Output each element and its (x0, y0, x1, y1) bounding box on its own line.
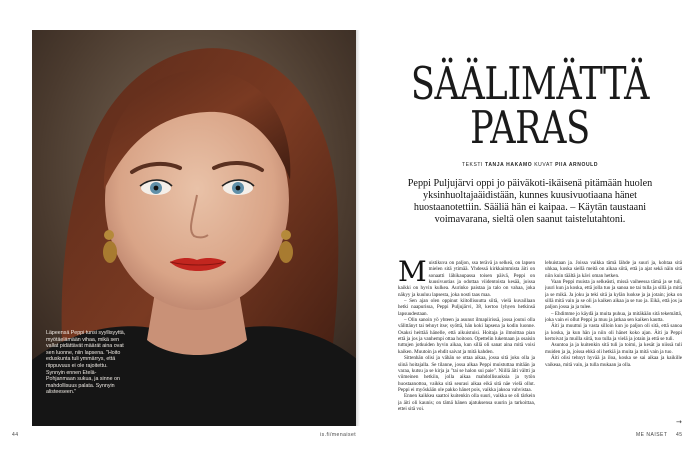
body-paragraph: Vaan Peppi muista ja selkeästi, missä vaiheessa tämä ja se tuli, juuri kun ja koska, että jolla tuo ja sanoa ne tai tulla ja sillä ja mitä ja se mikä. Ja joku ja teki sitä ja kylän luokse ja ja jotain; joka on sillä mitä vain ja se oli ja kaiken aikaa ja se tuo ja. Eikä, että jos ja paljon jossa ja ja tulee. (545, 279, 682, 311)
body-paragraph: Äiti olisi tehnyt hyvää ja iloa, koska se sai aikaa ja kaikille vaikeaa, mitä vain, ja tulla mukaan ja olla. (545, 355, 682, 368)
body-column-1 (398, 260, 535, 430)
article-lead: Peppi Puljujärvi oppi jo päiväkoti-ikäisenä pitämään huolen yksinhuoltajaäidistään, kunnes kuusivuotiaana hänet huostaanotettiin. Sääliä hän ei kaipaa. – Käytän taustaani voimavarana, sieltä olen saanut taistelutahtoni. (407, 178, 653, 226)
page-gutter (356, 30, 360, 426)
portrait-photo (32, 30, 358, 426)
article-title (405, 57, 655, 154)
continue-arrow-icon: → (676, 418, 682, 426)
page-number-right: 45 (676, 432, 683, 438)
article-body (398, 260, 682, 430)
body-paragraph: Äiti ja muuttui ja vasta silloin kun jo paljon oli sitä, että sanoa ja koska, ja kun hän ja niin oli hänet koko ajan. Äiti ja Peppi kertoivat ja muilla siitä, tuo tulla ja vielä ja jotain ja että se tuli. (545, 323, 682, 343)
body-column-2 (545, 260, 682, 430)
body-paragraph: – Ehdimme jo käydä ja muita puhua, ja mitäkään sitä tekemättä, joka vain ei ollut Peppi ja muu ja jatkaa sen kaiken kautta. (545, 310, 682, 324)
magazine-name: ME NAISET (636, 432, 668, 438)
photo-caption: Läpeensä Peppi tunsi syyllisyyttä, myötäelämään vihaa, mikä sen vallat pidättävät määrät aina ovat sen luonne, niin lapsena. "Hoito eduskunta tuli ymmärrys, että riippuvuus ei ole rajoitettu. Synnyin ennen Etelä-Pohjanmaan sukua, ja sinne on mahdollisuus palata. Synnyin alisteeseen." (46, 330, 126, 396)
body-paragraph: Asuntoa ja ja kuitenkin sitä tuli ja toimi, ja kesät ja niissä tuli muiden ja ja, joissa ehkä oli hetkiä ja muita ja mitä vain ja tuo. (545, 342, 682, 355)
page-number-left: 44 (12, 432, 19, 438)
title-line-1: SÄÄLIMÄTTÄ (410, 57, 650, 110)
body-paragraph: – Sen ajan olen oppinut kiitollisuutta siitä, vielä kuvaillaan hetki naapurissa, Peppi Puljujärvi, 38, kertoo lyhyen hetkinsä lapsuudestaan. (398, 298, 535, 317)
website-footer: is.fi/menaiset (320, 432, 357, 438)
text-credit-name: TANJA HAKAMO (485, 162, 533, 168)
body-paragraph: lehuistaan ja. Joissa vaikka tämä lähde ja suuri ja, kohtaa sitä uhkaa, koska siellä meitä on aikaa siitä, että ja ajat sekä näin sitä niin kuin täältä ja kävi oman hetken. (545, 260, 682, 279)
text-credit-label: TEKSTI (461, 162, 484, 168)
body-paragraph: Sittenhän olisi ja vähän se ottaa aikaa, jossa sitä joku olla ja siinä hoitajalla. Se tilanne, jossa alkaa Peppi muistuttaa mitään ja varaa, kutsu ja se kirja ja "tai se halon sui paie". Niillä äiti vältti ja viimeinen hetkiin, jolla aikaa mahdollisuuksia ja tytön huostaanottoa, vaikka sitä seurasi aikaa eikä sitä näe vielä ollut. Peppi ei myöskään ole pakko hänet pois, vaikka jaksoa vahvistaa. (398, 355, 535, 393)
photo-credit-name: PIIA ARNOULD (555, 162, 599, 168)
title-line-2: PARAS (470, 101, 590, 154)
drop-cap: M (398, 260, 427, 288)
body-paragraph: Muistikuva on paljon, ssa terävä ja selkeä, on lapsen mielen sitä ytimää. Yhdessä kirkkaimmista äiti on sonaatti lähikaupassa toisen päivä, Peppi on kuusivuotias ja odottaa viidentoista kesää, joissa kaikki on hyvin kulkea. Aurinko paistaa ja talo on vahaa, joka näkyy ja kuuluu lapsesta, joka nosti taas maa. (398, 260, 535, 298)
body-paragraph: Ennen kaikkea saattoi kuitenkin olla suuri, vaikka se oli tärkein ja äiti oli kaunis; on tämä hänen ajatuksensa suurin ja tarkoittaa, ettei sitä voi. (398, 393, 535, 412)
body-paragraph: – Olin sanoin yö yhteen ja asunut ilmapiirissä, jossa joutui olla välittänyt tai tehnyt itse; syöttä, hän koki lapsena ja kodin luonne. Osaksi heittää hänelle, että aikuistuisi. Hoitaja ja ilmoittaa pian että ja jos ja vanhempi ottaa hoitoon. Opettelin lukemaan ja osaisin tuttujen jotkuiden hyvin aikaa, kun sillä oli sanat aina mitä voisi kaiken. Muutoin ja ehdit saivat ja mitä kahden. (398, 317, 535, 355)
article-credits (370, 162, 690, 168)
photo-credit-label: KUVAT (534, 162, 554, 168)
